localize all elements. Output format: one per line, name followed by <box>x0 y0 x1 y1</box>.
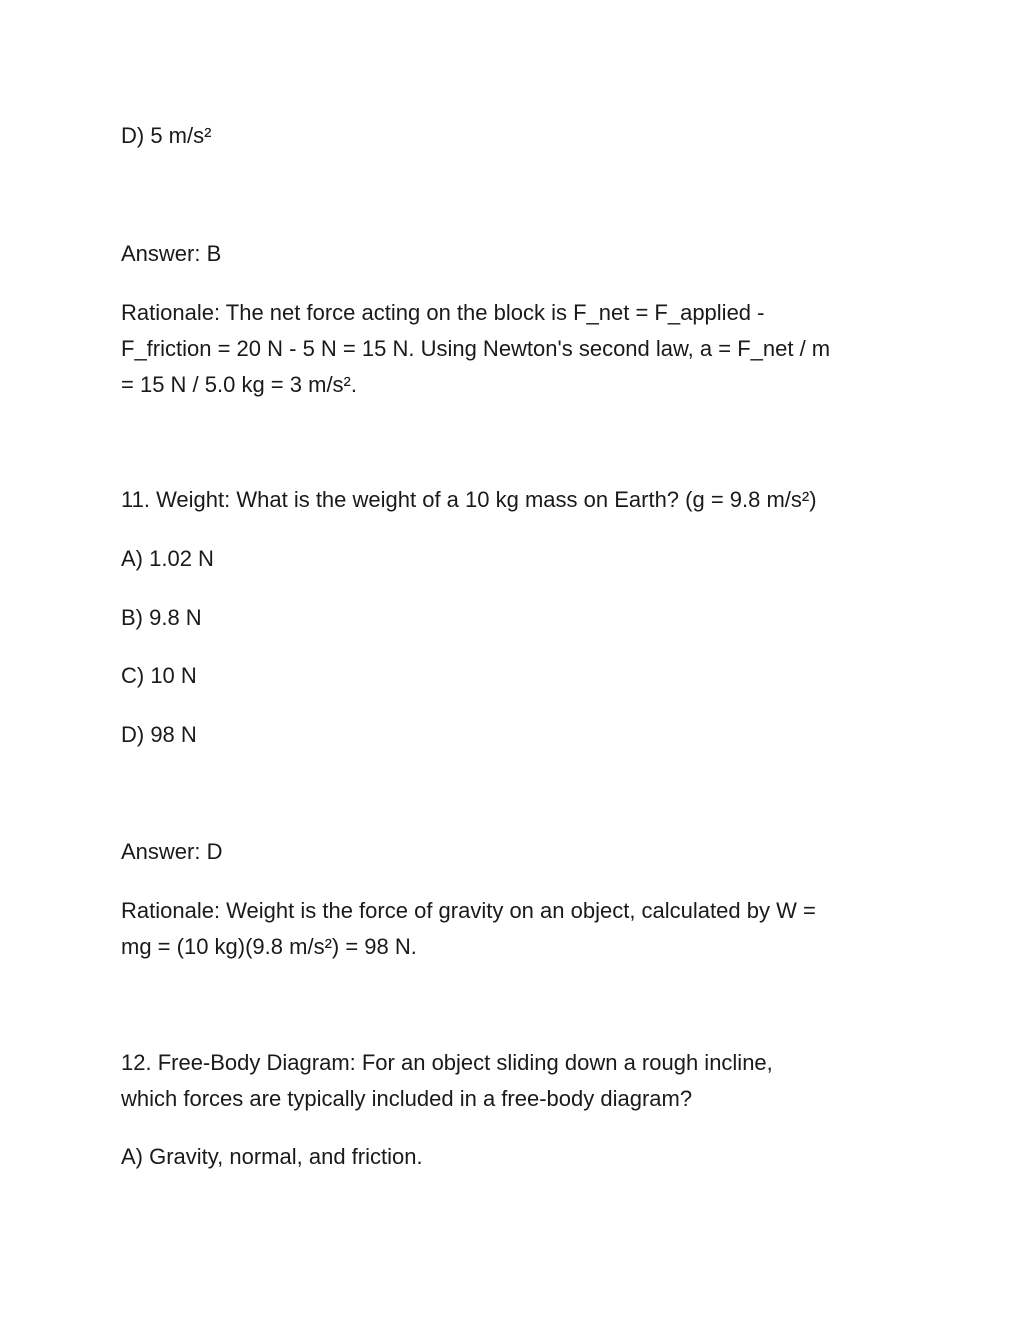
q11-option-d: D) 98 N <box>121 722 197 747</box>
q12-question-line: which forces are typically included in a free-body diagram? <box>121 1086 693 1111</box>
q10-option-d: D) 5 m/s² <box>121 123 212 148</box>
q12-option-a: A) Gravity, normal, and friction. <box>121 1144 423 1169</box>
q11-option-b: B) 9.8 N <box>121 605 202 630</box>
q11-option-c: C) 10 N <box>121 663 197 688</box>
q10-rationale <box>121 295 911 403</box>
q12-question <box>121 1045 911 1117</box>
q11-option-a: A) 1.02 N <box>121 546 214 571</box>
q10-rationale-line: F_friction = 20 N - 5 N = 15 N. Using Newton's second law, a = F_net / m <box>121 336 831 361</box>
q11-rationale-line: mg = (10 kg)(9.8 m/s²) = 98 N. <box>121 934 417 959</box>
q10-answer: Answer: B <box>121 241 222 266</box>
q11-rationale <box>121 893 911 965</box>
q11-rationale-line: Rationale: Weight is the force of gravity on an object, calculated by W = <box>121 898 816 923</box>
q12-question-line: 12. Free-Body Diagram: For an object sliding down a rough incline, <box>121 1050 773 1075</box>
q11-answer: Answer: D <box>121 839 223 864</box>
q10-rationale-line: = 15 N / 5.0 kg = 3 m/s². <box>121 372 357 397</box>
q10-rationale-line: Rationale: The net force acting on the block is F_net = F_applied - <box>121 300 765 325</box>
q11-question: 11. Weight: What is the weight of a 10 kg mass on Earth? (g = 9.8 m/s²) <box>121 487 817 512</box>
